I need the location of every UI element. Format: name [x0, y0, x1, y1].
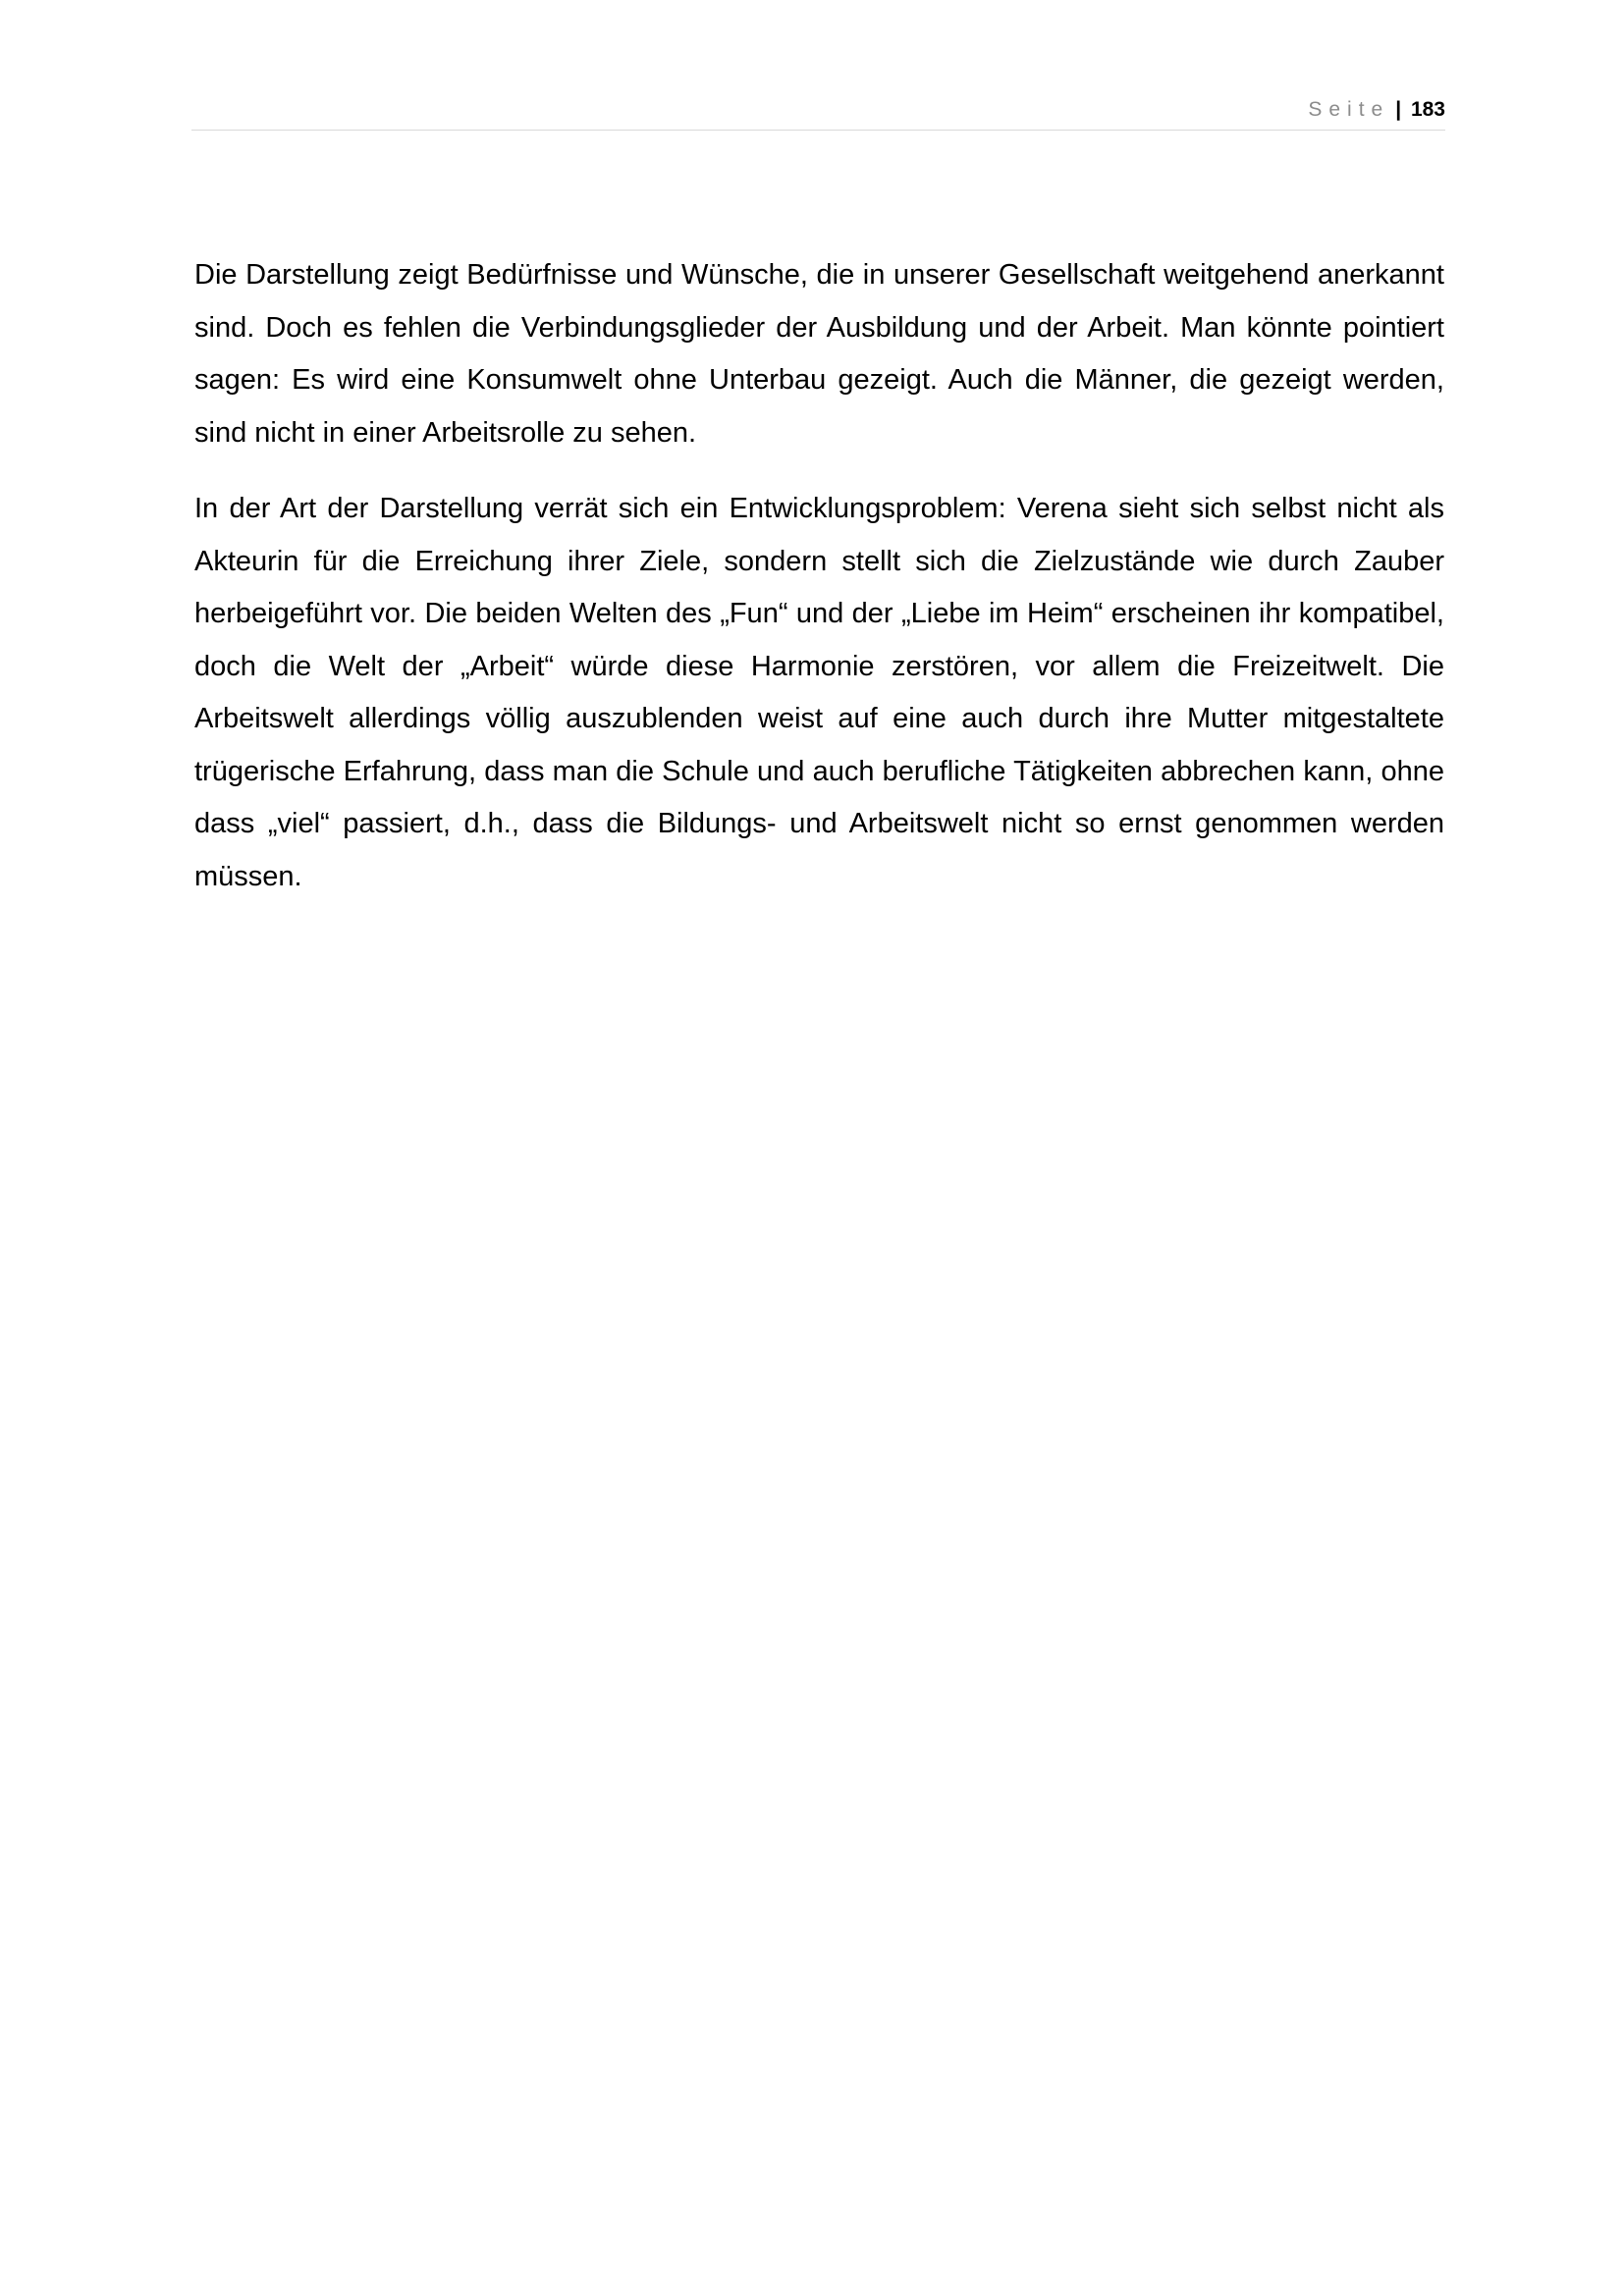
- body-text: [194, 249, 1444, 927]
- paragraph-1: Die Darstellung zeigt Bedürfnisse und Wünsche, die in unserer Gesellschaft weitgehend anerkannt sind. Doch es fehlen die Verbindungsglieder der Ausbildung und der Arbeit. Man könnte pointiert sagen: Es wird eine Konsumwelt ohne Unterbau gezeigt. Auch die Männer, die gezeigt werden, sind nicht in einer Arbeitsrolle zu sehen.: [194, 259, 1444, 449]
- page-number: 183: [1410, 98, 1445, 121]
- header-separator: |: [1395, 98, 1402, 121]
- page-header: [191, 94, 1445, 131]
- paragraph-2: In der Art der Darstellung verrät sich ein Entwicklungsproblem: Verena sieht sich selbst nicht als Akteurin für die Erreichung ihrer Ziele, sondern stellt sich die Zielzustände wie durch Zauber herbeigeführt vor. Die beiden Welten des „Fun“ und der „Liebe im Heim“ erscheinen ihr kompatibel, doch die Welt der „Arbeit“ würde diese Harmonie zerstören, vor allem die Freizeitwelt. Die Arbeitswelt allerdings völlig auszublenden weist auf eine auch durch ihre Mutter mitgestaltete trügerische Erfahrung, dass man die Schule und auch berufliche Tätigkeiten abbrechen kann, ohne dass „viel“ passiert, d.h., dass die Bildungs- und Arbeitswelt nicht so ernst genommen werden müssen.: [194, 493, 1444, 892]
- seite-label: Seite: [1308, 98, 1390, 121]
- page-number-label: [1308, 98, 1445, 122]
